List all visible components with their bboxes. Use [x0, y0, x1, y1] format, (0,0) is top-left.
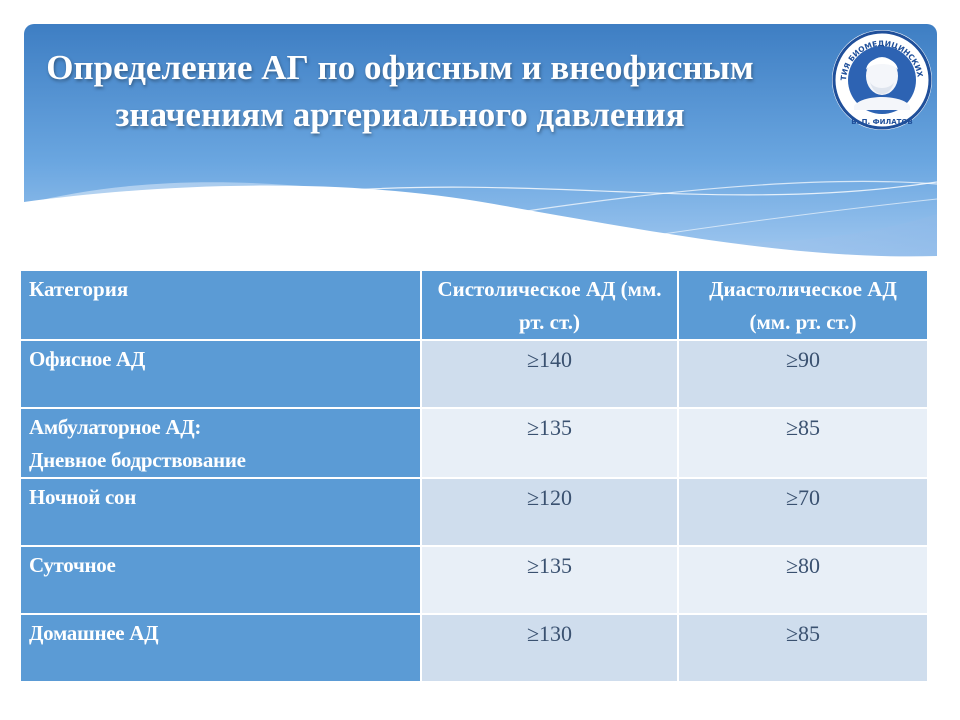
header-category: Категория — [20, 270, 421, 340]
table-row — [20, 546, 928, 614]
row-systolic-value: ≥135 — [421, 546, 678, 614]
table-row — [20, 408, 928, 478]
row-systolic-value: ≥120 — [421, 478, 678, 546]
slide-title: Определение АГ по офисным и внеофисным значениям артериального давления — [46, 48, 754, 134]
row-category — [20, 408, 421, 478]
row-category-label: Домашнее АД — [29, 621, 159, 645]
row-category — [20, 614, 421, 682]
row-systolic-value: ≥130 — [421, 614, 678, 682]
row-diastolic-value: ≥85 — [678, 614, 928, 682]
row-category-label: Суточное — [29, 553, 116, 577]
row-category-label: Ночной сон — [29, 485, 137, 509]
row-diastolic-value: ≥85 — [678, 408, 928, 478]
row-diastolic-value: ≥80 — [678, 546, 928, 614]
header-diastolic: Диастолическое АД (мм. рт. ст.) — [678, 270, 928, 340]
bp-thresholds-table — [19, 269, 929, 683]
foundation-logo — [824, 24, 940, 132]
header-systolic: Систолическое АД (мм. рт. ст.) — [421, 270, 678, 340]
row-category-label: Амбулаторное АД: — [29, 415, 202, 439]
row-diastolic-value: ≥70 — [678, 478, 928, 546]
svg-text:ФОНД РАЗВИТИЯ БИОМЕДИЦИНСКИХ Т: ТИЯ БИОМЕДИЦИНСКИХ — [838, 38, 925, 81]
row-category-label: Офисное АД — [29, 347, 146, 371]
table-row — [20, 340, 928, 408]
row-diastolic-value: ≥90 — [678, 340, 928, 408]
row-category — [20, 546, 421, 614]
row-systolic-value: ≥135 — [421, 408, 678, 478]
svg-text:В. П. ФИЛАТОВ: В. П. ФИЛАТОВ — [851, 118, 913, 126]
table-header-row — [20, 270, 928, 340]
row-category-sublabel: Дневное бодрствование — [29, 448, 246, 472]
row-systolic-value: ≥140 — [421, 340, 678, 408]
row-category — [20, 478, 421, 546]
table-row — [20, 478, 928, 546]
row-category — [20, 340, 421, 408]
table-row — [20, 614, 928, 682]
